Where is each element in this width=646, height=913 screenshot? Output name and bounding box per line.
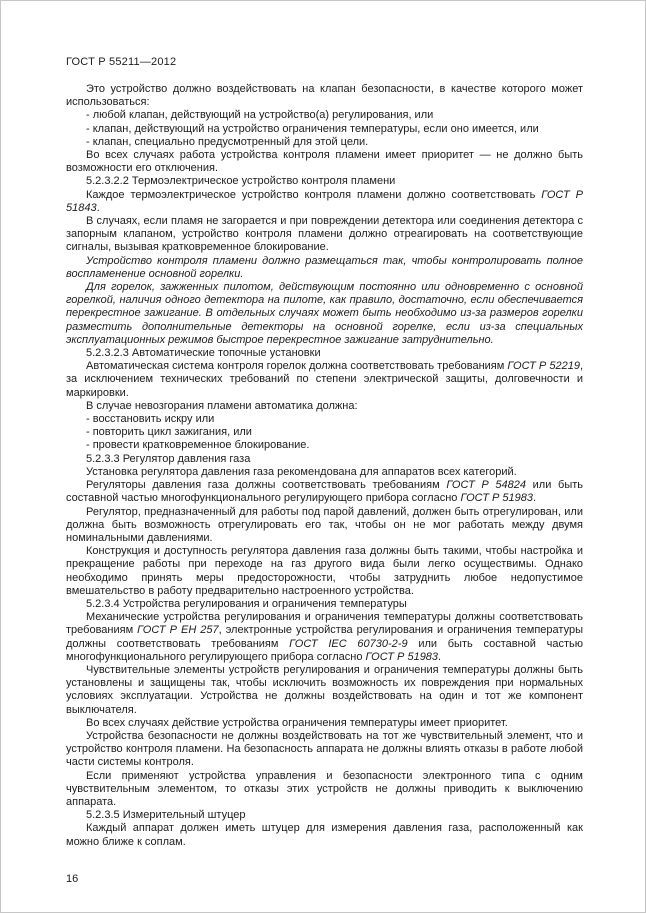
text-run: 5.2.3.2.2 Термоэлектрическое устройство контроля пламени [86,175,396,188]
text-run: 5.2.3.2.3 Автоматические топочные установки [86,347,321,360]
paragraph [66,215,583,255]
paragraph [66,189,583,215]
text-run: Автоматическая система контроля горелок должна соответствовать требованиям [86,360,508,373]
paragraph [66,479,583,505]
paragraph [66,255,583,281]
text-run: - любой клапан, действующий на устройство(а) регулирования, или [86,109,434,122]
paragraph [66,822,583,848]
text-run: , за исключением технических требований по степени электрической защиты, долговечности и маркировки. [66,360,583,399]
paragraph [66,360,583,400]
paragraph [66,149,583,175]
paragraph [66,545,583,598]
text-run: - клапан, действующий на устройство ограничения температуры, если оно имеется, или [86,122,539,135]
text-run: В случаях, если пламя не загорается и при повреждении детектора или соединения детектора с запорным клапаном, устройство контроля пламени должно отреагировать на соответствующие сигналы, вызывая кратковременное блокирование. [66,215,583,254]
text-run: - клапан, специально предусмотренный для этой цели. [86,135,369,148]
standard-reference: ГОСТ IEC 60730-2-9 [289,637,408,650]
text-run: - восстановить искру или [86,413,215,426]
text-run: Если применяют устройства управления и безопасности электронного типа с одним чувствительным элементом, то отказы этих устройств не должны приводить к выключению аппарата. [66,769,583,808]
standard-reference: ГОСТ Р 51983 [460,492,533,505]
text-run: Каждый аппарат должен иметь штуцер для измерения давления газа, расположенный как можно ближе к соплам. [66,822,583,848]
text-run: 5.2.3.3 Регулятор давления газа [86,452,251,465]
paragraph [66,506,583,546]
standard-reference: ГОСТ Р 54824 [446,479,527,492]
text-run: Регулятор, предназначенный для работы под парой давлений, должен быть отрегулирован, или должна быть возможность отрегулировать его так, чтобы он не мог работать между двумя номинальными давлениями. [66,505,583,544]
paragraph [66,83,583,109]
list-item [66,426,583,439]
list-item [66,413,583,426]
text-run: . [96,201,100,214]
paragraph [66,611,583,664]
text-run: - провести кратковременное блокирование. [86,439,310,452]
text-run: - повторить цикл зажигания, или [86,426,252,439]
section-heading [66,175,583,188]
text-run: Для горелок, зажженных пилотом, действующим постоянно или одновременно с основной горелкой, наличия одного детектора на пилоте, как правило, достаточно, если обеспечивается перекрестное зажигание. В отдельных случаях может быть необходимо из-за размеров горелки разместить дополнительные детекторы на основной горелке, если из-за специальных эксплуатационных режимов быстрое перекрестное зажигание затруднительно. [66,281,583,346]
paragraph [66,770,583,810]
text-run: Во всех случаях работа устройства контроля пламени имеет приоритет — не должно быть возможности его отключения. [66,149,583,175]
standard-reference: ГОСТ Р ЕН 257 [137,624,219,637]
list-item [66,136,583,149]
text-run: . [438,650,442,663]
standard-reference: ГОСТ Р 52219 [507,360,580,373]
section-heading [66,347,583,360]
document-body [66,83,583,849]
standard-reference: ГОСТ Р 51983 [365,650,439,663]
text-run: Это устройство должно воздействовать на клапан безопасности, в качестве которого может использоваться: [66,83,583,109]
list-item [66,439,583,452]
text-run: 5.2.3.4 Устройства регулирования и ограничения температуры [86,597,407,610]
list-item [66,123,583,136]
text-run: Устройства безопасности не должны воздействовать на тот же чувствительный элемент, что и устройство контроля пламени. На безопасность аппарата не должны влиять отказы в работе любой части системы контроля. [66,729,583,769]
text-run: Во всех случаях действие устройства ограничения температуры имеет приоритет. [86,716,508,729]
paragraph [66,281,583,347]
document-header: ГОСТ Р 55211—2012 [66,56,177,68]
list-item [66,109,583,122]
section-heading [66,453,583,466]
paragraph [66,717,583,730]
paragraph [66,466,583,479]
text-run: Механические устройства регулирования и ограничения температуры должны соответствовать требованиям [66,611,583,637]
paragraph [66,730,583,770]
text-run: В случае невозгорания пламени автоматика должна: [86,399,358,412]
paragraph [66,400,583,413]
text-run: , электронные устройства регулирования и ограничения температуры должны соответствовать требованиям [66,624,583,650]
section-heading [66,598,583,611]
text-run: Устройство контроля пламени должно размещаться так, чтобы контролировать полное воспламенение основной горелки. [66,254,583,280]
text-run: 5.2.3.5 Измерительный штуцер [86,809,246,822]
text-run: Каждое термоэлектрическое устройство контроля пламени должно соответствовать [86,188,542,201]
text-run: или быть составной частью многофункционального регулирующего прибора согласно [66,479,583,505]
page-number: 16 [66,873,79,885]
text-run: Установка регулятора давления газа рекомендована для аппаратов всех категорий. [86,465,517,478]
paragraph [66,664,583,717]
text-run: . [532,492,537,505]
standard-reference: ГОСТ Р 51843 [66,188,583,214]
section-heading [66,809,583,822]
text-run: Регуляторы давления газа должны соответствовать требованиям [86,479,447,492]
text-run: Конструкция и доступность регулятора давления газа должны быть такими, чтобы настройка и прекращение работы при переходе на газ другого вида были легко осуществимы. Однако необходимо принять меры предосторожности, чтобы затруднить любое недопустимое вмешательство в работу предварительно настроенного устройства. [66,545,583,597]
text-run: или быть составной частью многофункционального регулирующего прибора согласно [66,637,584,663]
text-run: Чувствительные элементы устройств регулирования и ограничения температуры должны быть установлены и защищены так, чтобы исключить возможность их повреждения при нормальных условиях эксплуатации. Устройства не должны воздействовать на один и тот же компонент выключателя. [66,663,583,716]
